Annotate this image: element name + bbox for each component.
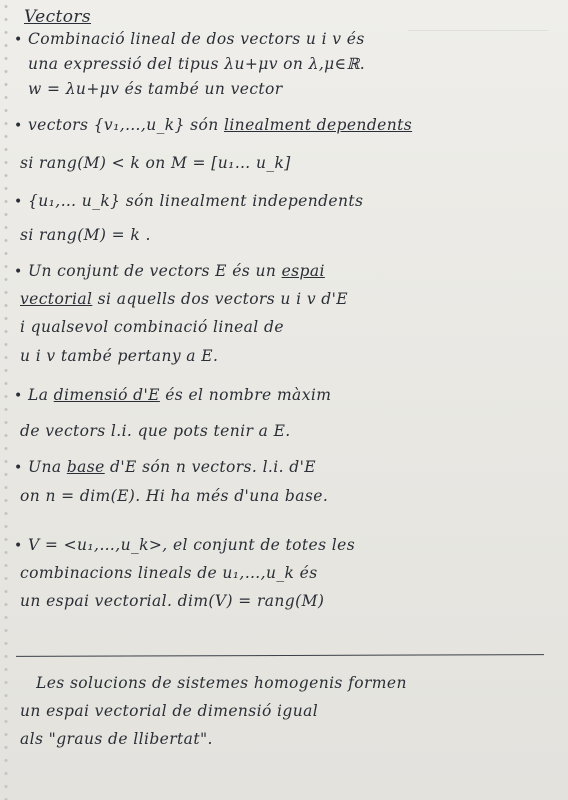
note-line: als "graus de llibertat". — [20, 730, 213, 748]
underlined-term: base — [66, 458, 105, 476]
notes-title: Vectors — [24, 7, 92, 27]
bullet-icon: • — [14, 388, 23, 404]
note-text: si aquells dos vectors u i v d'E — [97, 290, 348, 308]
perforation-holes — [3, 0, 9, 800]
note-line — [20, 288, 568, 310]
note-line: un espai vectorial. dim(V) = rang(M) — [20, 592, 325, 610]
bullet-icon: • — [14, 264, 23, 280]
note-line — [14, 114, 564, 137]
note-text: és el nombre màxim — [165, 386, 332, 404]
note-text: Un conjunt de vectors E és un — [28, 262, 277, 280]
note-line: una expressió del tipus λu+μv on λ,μ∈ℝ. — [28, 55, 366, 73]
underlined-term: vectorial — [20, 290, 93, 308]
underlined-term: linealment dependents — [223, 116, 413, 134]
note-line: Les solucions de sistemes homogenis formen — [36, 674, 407, 692]
note-line — [14, 190, 564, 213]
note-line: si rang(M) = k . — [20, 226, 151, 244]
underlined-term: espai — [281, 262, 325, 280]
underlined-term: dimensió d'E — [53, 386, 160, 404]
note-text: vectors {v₁,…,u_k} són — [28, 116, 219, 134]
bullet-icon: • — [14, 460, 23, 476]
note-line — [14, 260, 564, 283]
note-line — [14, 28, 564, 51]
note-text: Una — [28, 458, 62, 476]
bullet-icon: • — [14, 538, 23, 554]
note-line: si rang(M) < k on M = [u₁… u_k] — [20, 154, 291, 172]
note-line: un espai vectorial de dimensió igual — [20, 702, 319, 720]
note-line — [14, 384, 564, 407]
note-line: combinacions lineals de u₁,…,u_k és — [20, 564, 318, 582]
note-line: w = λu+μv és també un vector — [28, 80, 283, 98]
note-text: La — [28, 386, 49, 404]
bullet-icon: • — [14, 118, 23, 134]
bullet-icon: • — [14, 194, 23, 210]
note-line: i qualsevol combinació lineal de — [20, 318, 284, 336]
bullet-icon: • — [14, 32, 23, 48]
note-line — [14, 534, 564, 557]
note-line: on n = dim(E). Hi ha més d'una base. — [20, 487, 329, 505]
divider-rule — [16, 654, 544, 657]
note-text: V = <u₁,…,u_k>, el conjunt de totes les — [28, 536, 356, 554]
note-line — [14, 456, 564, 479]
note-text: {u₁,… u_k} són linealment independents — [28, 192, 364, 210]
note-line: de vectors l.i. que pots tenir a E. — [20, 422, 291, 440]
note-text: d'E són n vectors. l.i. d'E — [110, 458, 316, 476]
note-text: Combinació lineal de dos vectors u i v és — [28, 30, 365, 48]
note-line: u i v també pertany a E. — [20, 347, 219, 365]
